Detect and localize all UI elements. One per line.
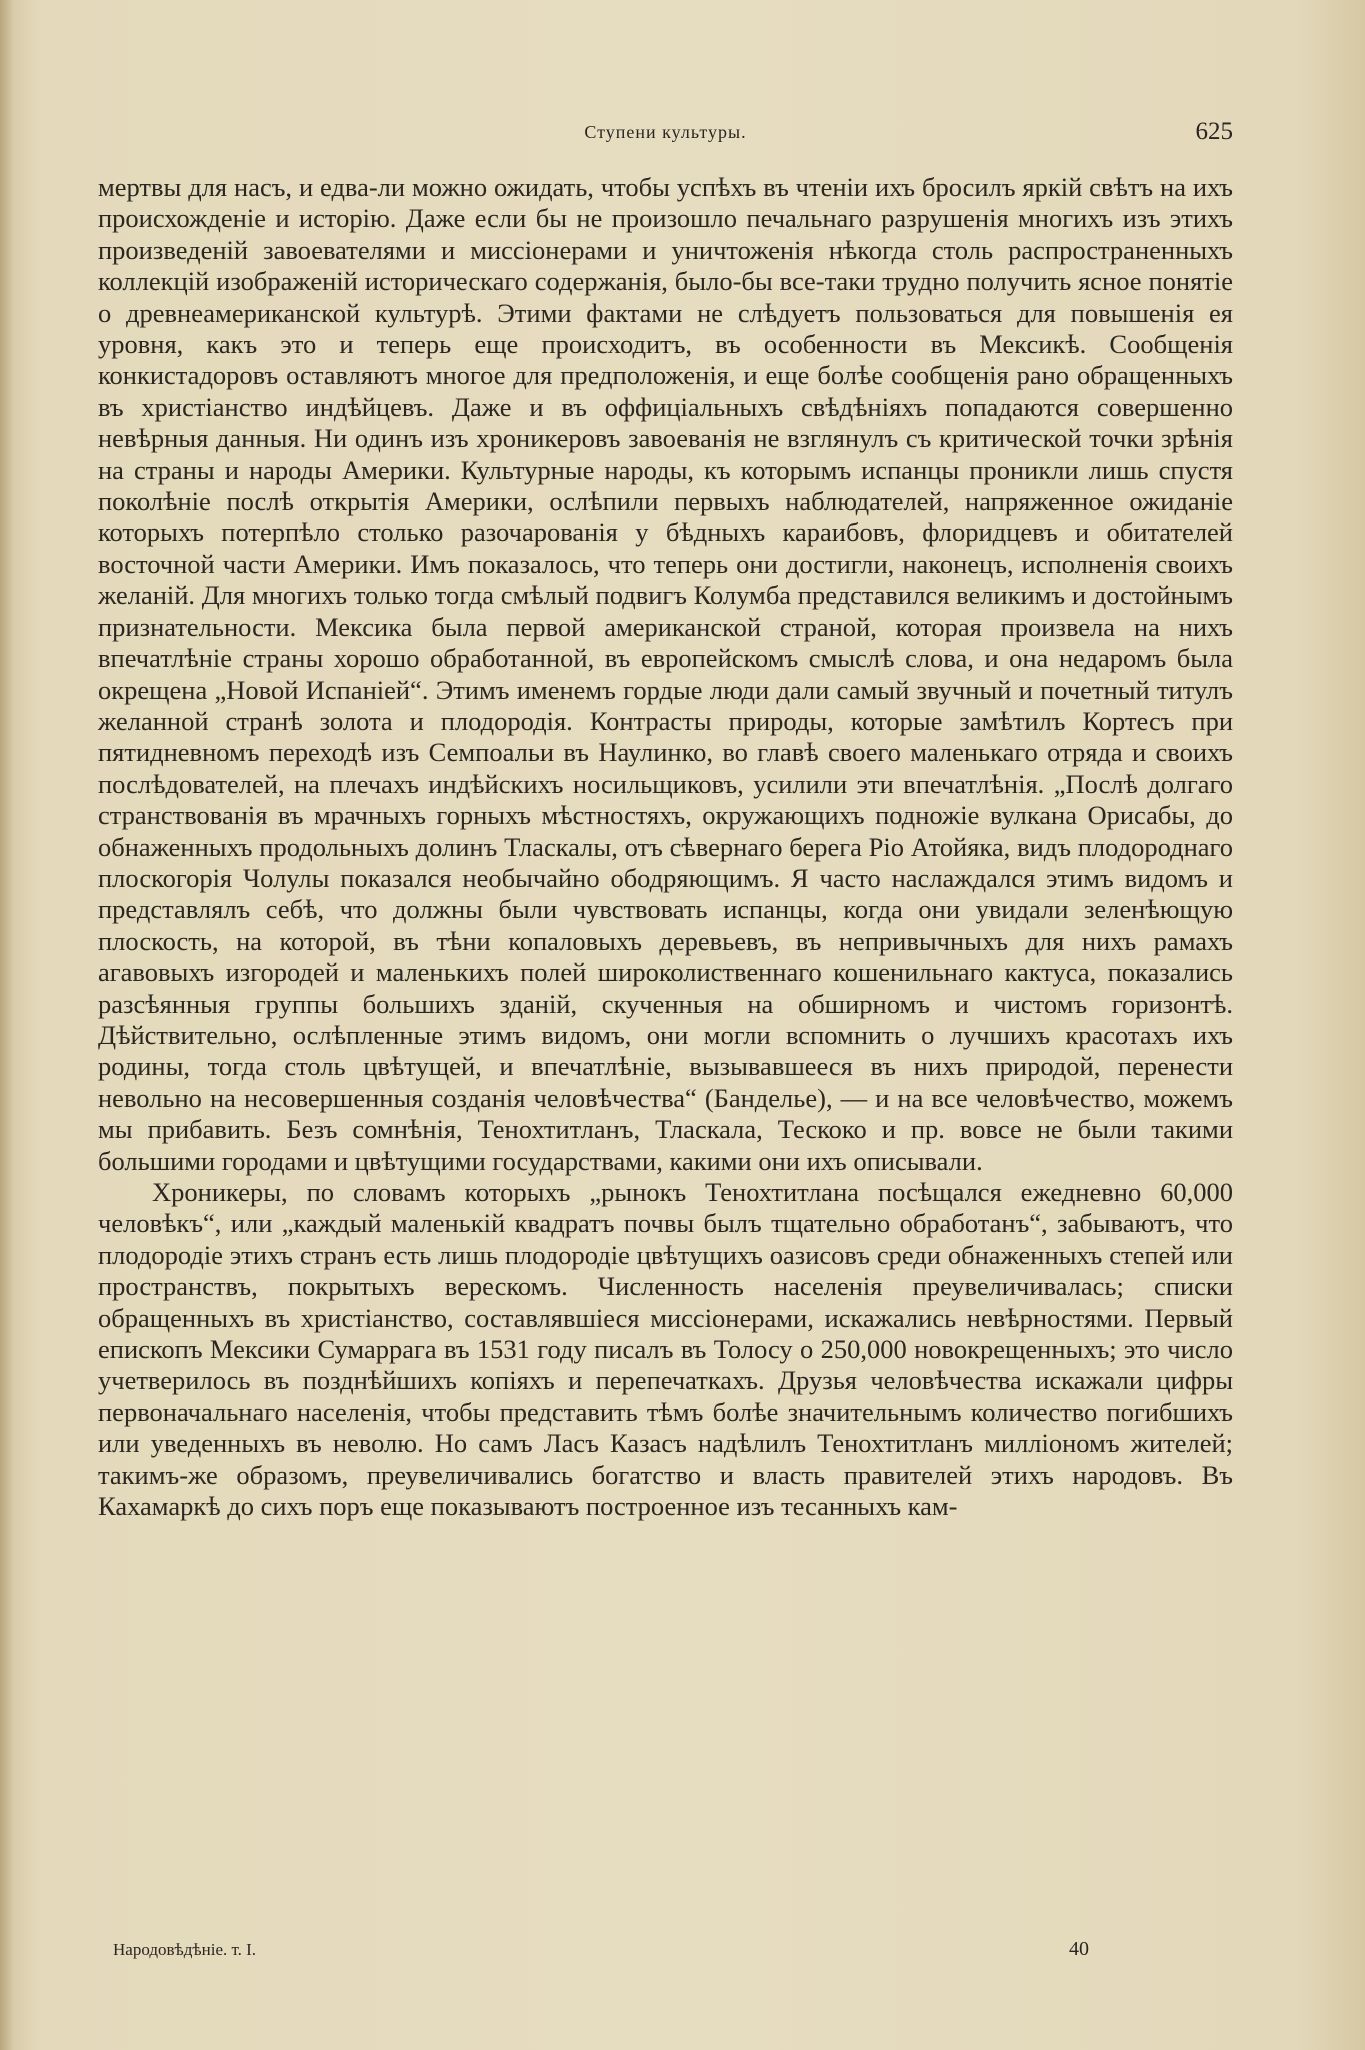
running-head: Ступени культуры. [584,122,747,142]
sheet-number: 40 [1069,1938,1089,1960]
paragraph-1: мертвы для насъ, и едва-ли можно ожидать, чтобы успѣхъ въ чтеніи ихъ бросилъ яркій свѣтъ на ихъ происхожденіе и исторію. Даже если бы не произошло печальнаго разрушенія многихъ изъ этихъ произведеній завоевателями и миссіонерами и уничтоженія нѣкогда столь распространенныхъ коллекцій изображеній историческаго содержанія, было-бы все-таки трудно получить ясное понятіе о древнеамериканской культурѣ. Этими фактами не слѣдуетъ пользоваться для повышенія ея уровня, какъ это и теперь еще происходитъ, въ особенности въ Мексикѣ. Сообщенія конкистадоровъ оставляютъ многое для предположенія, и еще болѣе сообщенія рано обращенныхъ въ христіанство индѣйцевъ. Даже и въ оффиціальныхъ свѣдѣніяхъ попадаются совершенно невѣрныя данныя. Ни одинъ изъ хроникеровъ завоеванія не взглянулъ съ критической точки зрѣнія на страны и народы Америки. Культурные народы, къ которымъ испанцы проникли лишь спустя поколѣніе послѣ открытія Америки, ослѣпили первыхъ наблюдателей, напряженное ожиданіе которыхъ потерпѣло столько разочарованія у бѣдныхъ караибовъ, флоридцевъ и обитателей восточной части Америки. Имъ показалось, что теперь они достигли, наконецъ, исполненія своихъ желаній. Для многихъ только тогда смѣлый подвигъ Колумба представился великимъ и достойнымъ признательности. Мексика была первой американской страной, которая произвела на нихъ впечатлѣніе страны хорошо обработанной, въ европейскомъ смыслѣ слова, и она недаромъ была окрещена „Новой Испаніей“. Этимъ именемъ гордые люди дали самый звучный и почетный титулъ желанной странѣ золота и плодородія. Контрасты природы, которые замѣтилъ Кортесъ при пятидневномъ переходѣ изъ Семпоальи въ Наулинко, во главѣ своего маленькаго отряда и своихъ послѣдователей, на плечахъ индѣйскихъ носильщиковъ, усилили эти впечатлѣнія. „Послѣ долгаго странствованія въ мрачныхъ горныхъ мѣстностяхъ, окружающихъ подножіе вулкана Орисабы, до обнаженныхъ продольныхъ долинъ Тласкалы, отъ сѣвернаго берега Ріо Атойяка, видъ плодороднаго плоскогорія Чолулы показался необычайно ободряющимъ. Я часто наслаждался этимъ видомъ и представлялъ себѣ, что должны были чувствовать испанцы, когда они увидали зеленѣющую плоскость, на которой, въ тѣни копаловыхъ деревьевъ, въ непривычныхъ для нихъ рамахъ агавовыхъ изгородей и маленькихъ полей широколиственнаго кошенильнаго кактуса, показались разсѣянныя группы большихъ зданій, скученныя на обширномъ и чистомъ горизонтѣ. Дѣйствительно, ослѣпленные этимъ видомъ, они могли вспомнить о лучшихъ красотахъ ихъ родины, тогда столь цвѣтущей, и впечатлѣніе, вызывавшееся въ нихъ природой, перенести невольно на несовершенныя созданія человѣчества“ (Бандельe), — и на все человѣчество, можемъ мы прибавить. Безъ сомнѣнія, Тенохтитланъ, Тласкала, Тескоко и пр. вовсе не были такими большими городами и цвѣтущими государствами, какими они ихъ описывали. [98,172,1233,1176]
page-footer [113,1940,1223,1966]
paragraph-2: Хроникеры, по словамъ которыхъ „рынокъ Тенохтитлана посѣщался ежедневно 60,000 человѣкъ“, или „каждый маленькій квадратъ почвы былъ тщательно обработанъ“, забываютъ, что плодородіе этихъ странъ есть лишь плодородіе цвѣтущихъ оазисовъ среди обнаженныхъ степей или пространствъ, покрытыхъ верескомъ. Численность населенія преувеличивалась; списки обращенныхъ въ христіанство, составлявшіеся миссіонерами, искажались невѣрностями. Первый епископъ Мексики Сумаррага въ 1531 году писалъ въ Толосу о 250,000 новокрещенныхъ; это число учетверилось въ позднѣйшихъ копіяхъ и перепечаткахъ. Друзья человѣчества искажали цифры первоначальнаго населенія, чтобы представить тѣмъ болѣе значительнымъ количество погибшихъ или уведенныхъ въ неволю. Но самъ Ласъ Казасъ надѣлилъ Тенохтитланъ милліономъ жителей; такимъ-же образомъ, преувеличивались богатство и власть правителей этихъ народовъ. Въ Кахамаркѣ до сихъ поръ еще показываютъ построенное изъ тесанныхъ кам- [98,1177,1233,1522]
printer-signature: Народовѣдѣніе. т. I. [113,1940,257,1959]
page-header [98,118,1233,148]
body-text [98,172,1233,1522]
page-number: 625 [1195,118,1233,145]
